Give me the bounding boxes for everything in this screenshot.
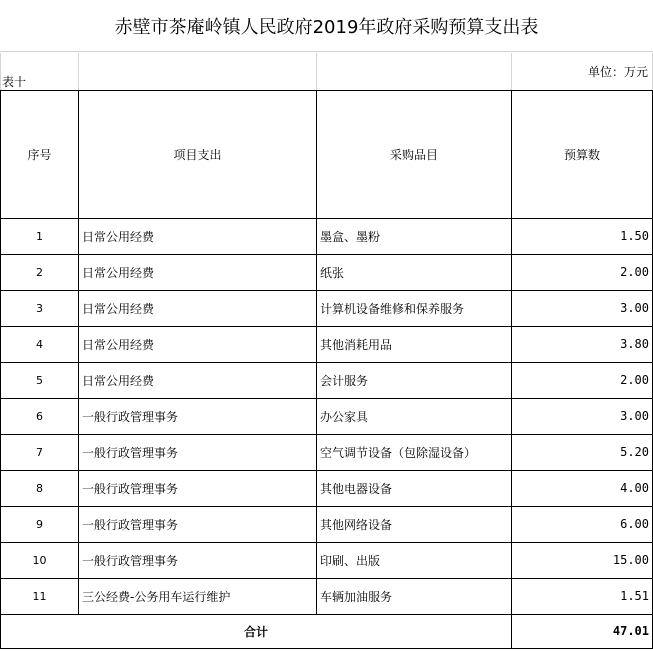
table-title: 赤壁市茶庵岭镇人民政府2019年政府采购预算支出表: [0, 0, 653, 52]
cell-seq: 7: [1, 434, 79, 470]
cell-seq: 1: [1, 218, 79, 254]
cell-product: 其他电器设备: [317, 470, 512, 506]
cell-seq: 3: [1, 290, 79, 326]
table-row: [1, 362, 653, 398]
unit-label: 单位：万元: [512, 53, 653, 90]
table-row: [1, 542, 653, 578]
cell-product: 其他网络设备: [317, 506, 512, 542]
cell-product: 其他消耗用品: [317, 326, 512, 362]
cell-budget: 1.51: [512, 578, 653, 614]
empty-cell: [317, 53, 512, 90]
table-row: [1, 434, 653, 470]
cell-product: 会计服务: [317, 362, 512, 398]
cell-item: 一般行政管理事务: [79, 398, 317, 434]
table-row: [1, 218, 653, 254]
cell-product: 车辆加油服务: [317, 578, 512, 614]
cell-item: 日常公用经费: [79, 218, 317, 254]
header-seq: 序号: [1, 90, 79, 218]
table-tag: 表十: [1, 53, 79, 90]
header-row: [1, 90, 653, 218]
cell-budget: 4.00: [512, 470, 653, 506]
table-row: [1, 326, 653, 362]
cell-item: 日常公用经费: [79, 362, 317, 398]
header-budget: 预算数: [512, 90, 653, 218]
cell-seq: 6: [1, 398, 79, 434]
cell-product: 计算机设备维修和保养服务: [317, 290, 512, 326]
cell-item: 日常公用经费: [79, 326, 317, 362]
meta-row: [1, 53, 653, 90]
cell-item: 日常公用经费: [79, 254, 317, 290]
cell-seq: 8: [1, 470, 79, 506]
budget-table: [0, 53, 653, 649]
cell-seq: 5: [1, 362, 79, 398]
cell-budget: 2.00: [512, 254, 653, 290]
cell-item: 三公经费-公务用车运行维护: [79, 578, 317, 614]
cell-budget: 3.00: [512, 398, 653, 434]
cell-item: 一般行政管理事务: [79, 434, 317, 470]
cell-item: 日常公用经费: [79, 290, 317, 326]
header-item: 项目支出: [79, 90, 317, 218]
cell-seq: 11: [1, 578, 79, 614]
cell-seq: 10: [1, 542, 79, 578]
cell-product: 印刷、出版: [317, 542, 512, 578]
header-product: 采购品目: [317, 90, 512, 218]
table-row: [1, 254, 653, 290]
table-body: [1, 218, 653, 614]
cell-budget: 1.50: [512, 218, 653, 254]
table-row: [1, 506, 653, 542]
cell-budget: 5.20: [512, 434, 653, 470]
cell-item: 一般行政管理事务: [79, 542, 317, 578]
cell-item: 一般行政管理事务: [79, 506, 317, 542]
table-row: [1, 470, 653, 506]
total-row: [1, 614, 653, 648]
cell-product: 墨盒、墨粉: [317, 218, 512, 254]
cell-item: 一般行政管理事务: [79, 470, 317, 506]
cell-product: 纸张: [317, 254, 512, 290]
table-row: [1, 398, 653, 434]
empty-cell: [79, 53, 317, 90]
table-row: [1, 578, 653, 614]
cell-product: 空气调节设备（包除湿设备）: [317, 434, 512, 470]
total-value: 47.01: [512, 614, 653, 648]
cell-seq: 9: [1, 506, 79, 542]
cell-seq: 2: [1, 254, 79, 290]
total-label: 合计: [1, 614, 512, 648]
table-row: [1, 290, 653, 326]
cell-product: 办公家具: [317, 398, 512, 434]
cell-budget: 3.80: [512, 326, 653, 362]
cell-budget: 2.00: [512, 362, 653, 398]
cell-budget: 3.00: [512, 290, 653, 326]
cell-budget: 15.00: [512, 542, 653, 578]
cell-budget: 6.00: [512, 506, 653, 542]
cell-seq: 4: [1, 326, 79, 362]
